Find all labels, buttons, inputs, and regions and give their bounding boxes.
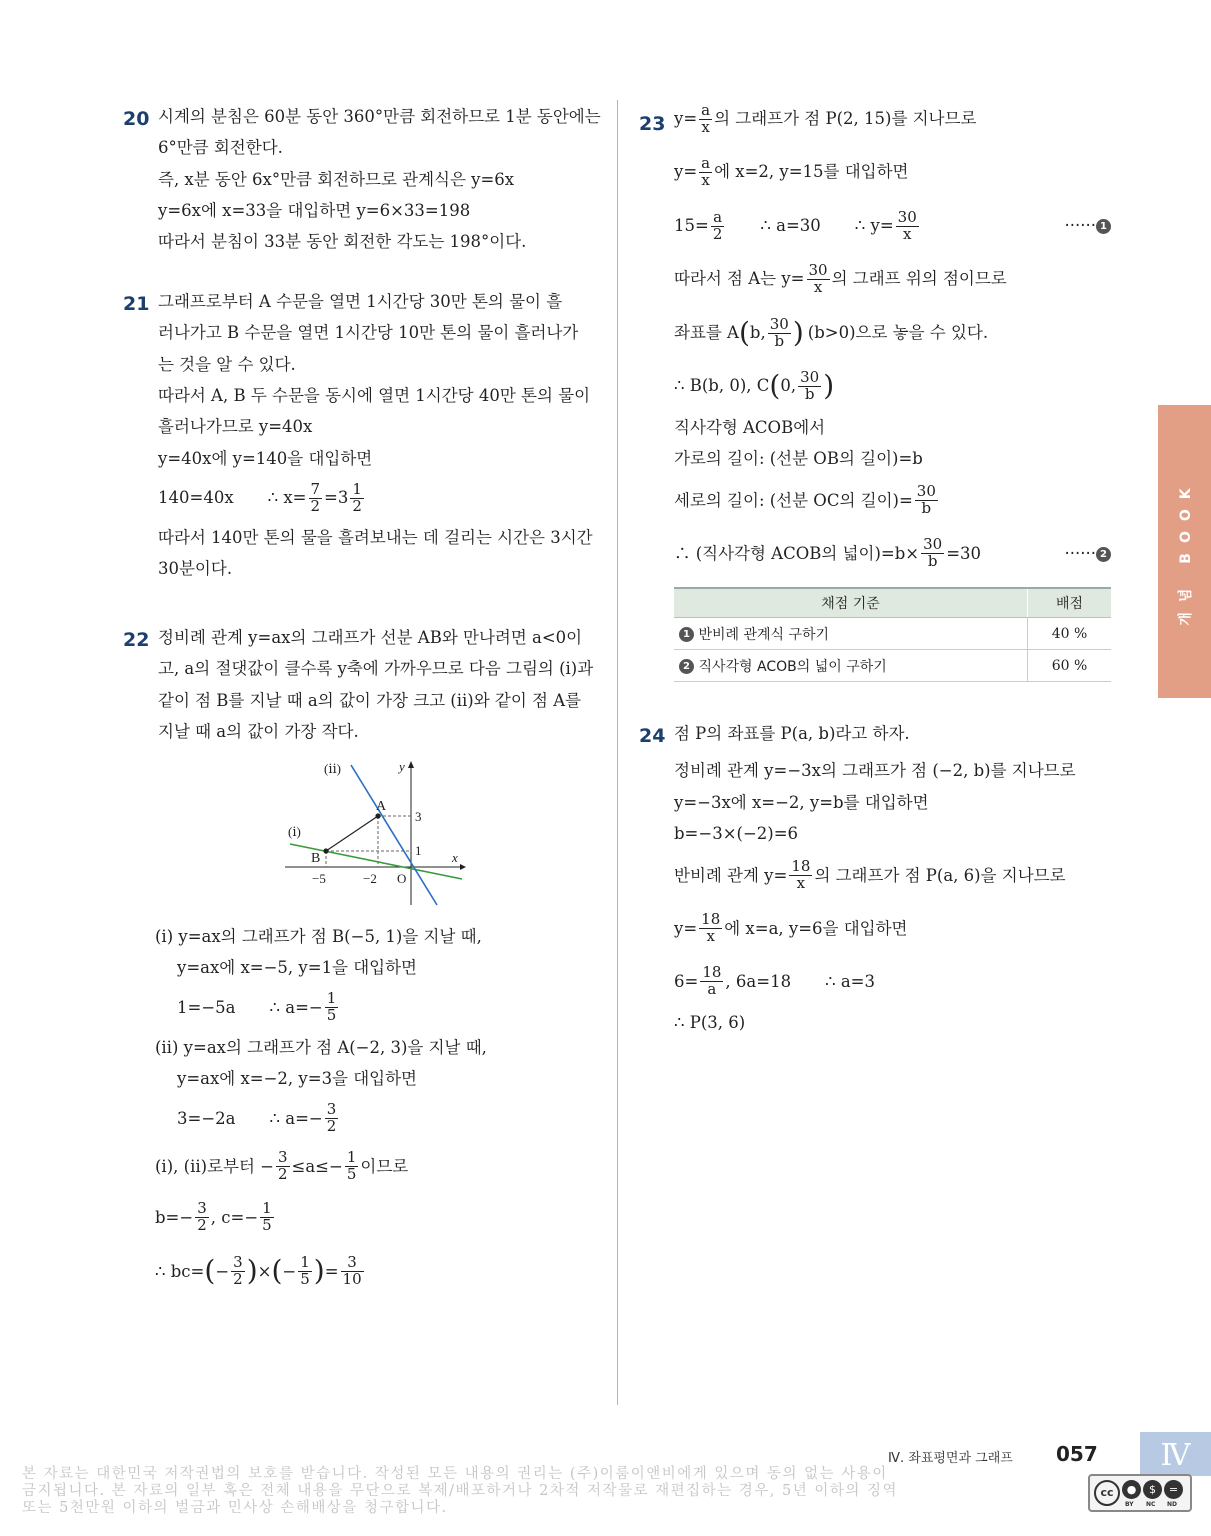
text: 따라서 점 A는 y= [674,269,805,289]
numerator: 3 [341,1255,364,1272]
case-2-sub: y=ax에 x=−2, y=3을 대입하면 [177,1069,418,1089]
line-7: 직사각형 ACOB에서 [674,418,826,437]
text: 반비례 관계 y= [674,865,788,885]
line-6 [674,901,1111,955]
case-1-sub: y=ax에 x=−5, y=1을 대입하면 [177,958,418,978]
denominator: 2 [277,1164,288,1183]
person-icon: ● [1122,1480,1141,1499]
text-line: 흘러나가므로 y=40x [158,417,313,437]
eq-left: 140=40x [158,488,234,508]
text-line: 같이 점 B를 지날 때 a의 값이 가장 크고 (ⅱ)와 같이 점 A를 [158,690,582,710]
text-line: 고, a의 절댓값이 클수록 y축에 가까우므로 다음 그림의 (ⅰ)과 [158,659,594,679]
line-5 [674,306,1111,360]
fraction [260,1201,274,1234]
denominator: b [927,552,938,571]
fraction [350,479,364,515]
points: 60 % [1028,650,1112,682]
fraction [699,153,712,189]
fraction [341,1255,364,1288]
fraction [921,537,944,570]
denominator: 2 [712,224,723,243]
numerator: a [701,100,711,119]
label-ii: (ⅱ) [324,761,341,776]
paren: ) [313,1254,325,1288]
equals-sign: = [324,1261,339,1281]
paren: ) [792,316,804,349]
text: 에 x=a, y=6을 대입하면 [724,918,908,938]
x-axis-arrow [460,864,466,870]
step-marker-1 [1065,210,1111,241]
text: 의 그래프 위의 점이므로 [831,269,1007,289]
paren: ( [204,1254,216,1288]
text: ∴ y= [854,216,894,236]
text-line: 즉, x분 동안 6x°만큼 회전하므로 관계식은 y=6x [158,169,515,189]
copyright-line: 금지됩니다. 본 자료의 일부 혹은 전체 내용을 무단으로 복제/배포하거나 2차적 저작물로 재편집하는 경우, 5년 이하의 징역 [22,1483,899,1499]
text: , 6a=18 [725,971,792,991]
text: 6= [674,971,699,991]
denominator: 5 [300,1269,310,1288]
denominator: 5 [346,1164,357,1183]
line-4 [674,252,1111,306]
line-9 [674,475,1111,527]
line-1 [674,94,1111,144]
text-line: 러나가고 B 수문을 열면 1시간당 10만 톤의 물이 흘러나가 [158,323,579,343]
fraction [231,1255,245,1288]
points: 40 % [1028,618,1112,650]
numerator: 1 [352,479,362,498]
y-axis-arrow [408,761,414,768]
numerator: 30 [923,535,943,554]
eq-left: 3=−2a [177,1108,236,1128]
side-tab-label: 개념 BOOK [1177,477,1194,626]
eq-left: 1=−5a [177,998,236,1018]
line-2: 정비례 관계 y=−3x의 그래프가 점 (−2, b)를 지나므로 [674,761,1076,781]
denominator: 2 [310,496,321,515]
point-b-label: B [311,851,321,866]
point-a [375,813,380,818]
line-5 [674,849,1111,901]
denominator: x [706,926,715,945]
problem-22 [123,622,598,747]
mark-1-icon: 1 [1096,219,1111,234]
text: y= [674,109,698,129]
text: (b>0)으로 놓을 수 있다. [807,323,989,343]
numerator: 1 [346,1148,357,1167]
denominator: 2 [352,496,362,515]
paren: ) [823,369,835,402]
paren: ( [769,369,781,402]
eq-right: ∴ a=− [269,1108,323,1128]
criterion: 반비례 관계식 구하기 [698,626,830,643]
equation-line [158,474,598,522]
line-4: b=−3×(−2)=6 [674,824,799,844]
problem-21 [123,286,598,585]
text-line: 정비례 관계 y=ax의 그래프가 선분 AB와 만나려면 a<0이 [158,628,583,647]
denominator: 2 [233,1269,243,1288]
fraction [699,100,712,136]
footer-section: Ⅳ. 좌표평면과 그래프 [888,1451,1013,1466]
label-i: (ⅰ) [288,824,301,839]
fraction [807,260,830,296]
problem-23 [639,94,1111,581]
neg-sign: − [215,1261,230,1281]
side-tab [1158,405,1211,698]
text: ∴ a=30 [760,216,821,236]
range-line [155,1142,595,1190]
table-row [674,650,1111,682]
final-pre: ∴ bc= [155,1261,205,1281]
by-label: BY [1125,1501,1134,1508]
problem-24 [639,718,1111,1039]
problem-20 [123,101,601,258]
bc-line [155,1190,595,1244]
text-line: y=40x에 y=140을 대입하면 [158,448,373,468]
numerator: 18 [791,857,811,876]
problem-number: 21 [123,293,150,315]
fraction [276,1150,290,1183]
text: 세로의 길이: (선분 OC의 길이)= [674,491,913,511]
numerator: a [711,210,725,227]
final-line [155,1244,595,1298]
text: 의 그래프가 점 P(2, 15)를 지나므로 [714,109,977,129]
line-8: ∴ P(3, 6) [674,1013,746,1033]
chapter-tab: Ⅳ [1140,1432,1211,1476]
text: =30 [946,544,982,564]
fraction [309,479,323,515]
cc-license-badge [1088,1474,1192,1512]
page-number: 057 [1056,1442,1098,1466]
fraction [195,1201,209,1234]
fraction [699,912,722,945]
denominator: b [804,384,815,403]
text: 0, [780,376,797,396]
numerator: 1 [262,1199,272,1218]
dots: ······ [1064,544,1096,564]
tick-y2: 1 [415,843,422,858]
nc-label: NC [1146,1501,1156,1508]
numerator: 3 [277,1148,288,1167]
text: b, [749,323,766,343]
y-label: y [399,759,405,774]
text-line: 는 것을 알 수 있다. [158,354,296,374]
case-1-title: (ⅰ) y=ax의 그래프가 점 B(−5, 1)을 지날 때, [155,927,482,946]
numerator: 18 [701,910,721,929]
fraction [700,965,723,998]
x-label: x [452,850,458,865]
text: ∴ (직사각형 ACOB의 넓이)=b× [674,544,920,564]
times-sign: × [257,1261,272,1281]
numerator: 7 [310,479,321,498]
header-criterion: 채점 기준 [674,588,1028,618]
denominator: x [701,170,710,189]
problem-number: 24 [639,725,666,747]
numerator: 3 [326,1100,337,1119]
mark-1-icon: 1 [679,627,694,642]
text: y= [674,162,698,182]
fraction [798,367,821,403]
numerator: 30 [808,260,828,279]
fraction [345,1150,359,1183]
case-1-equation [155,984,595,1032]
mixed-whole: =3 [324,488,349,508]
denominator: 5 [326,1006,337,1025]
fraction [325,1102,339,1135]
line-8: 가로의 길이: (선분 OB의 길이)=b [674,449,923,469]
fraction [896,207,919,243]
denominator: x [813,277,823,296]
b-label: b=− [155,1207,194,1227]
problem-22-solution [155,921,595,1298]
scoring-table [674,587,1111,682]
fraction [325,991,339,1024]
text: ∴ a=3 [825,971,875,991]
eq-right: ∴ x= [267,488,307,508]
problem-number: 23 [639,113,666,135]
numerator: 30 [800,367,820,386]
column-divider [617,100,618,1405]
fraction [768,314,791,350]
problem-number: 22 [123,629,150,651]
denominator: 10 [342,1269,362,1288]
origin-label: O [397,871,407,886]
line-1: 점 P의 좌표를 P(a, b)라고 하자. [674,724,910,743]
fraction [789,859,812,892]
denominator: x [701,117,710,136]
paren: ) [246,1254,258,1288]
text: 좌표를 A [674,323,739,343]
numerator: 1 [300,1253,310,1272]
paren: ( [738,316,750,349]
line-6 [674,360,1111,412]
tick-x1: −5 [312,871,326,886]
text-line: 지날 때 a의 값이 가장 작다. [158,722,359,742]
denominator: b [774,331,785,350]
denominator: 2 [326,1116,337,1135]
mark-2-icon: 2 [679,659,694,674]
eq-right: ∴ a=− [269,998,323,1018]
text-line: 그래프로부터 A 수문을 열면 1시간당 30만 톤의 물이 흘 [158,292,563,311]
text-line: y=6x에 x=33을 대입하면 y=6×33=198 [158,201,471,221]
line-3 [674,200,1111,252]
text: ∴ B(b, 0), C [674,376,770,396]
numerator: 1 [326,989,337,1008]
numerator: 30 [897,207,917,226]
text-line: 시계의 분침은 60분 동안 360°만큼 회전하므로 1분 동안에는 [158,107,601,126]
neg-sign: − [282,1261,297,1281]
paren: ( [271,1254,283,1288]
dots: ······ [1064,216,1096,236]
cc-icon: cc [1094,1480,1120,1506]
copyright-line: 본 자료는 대한민국 저작권법의 보호를 받습니다. 작성된 모든 내용의 권리는 (주)이룸이앤비에게 있으며 동의 없는 사용이 [22,1466,888,1482]
numerator: 3 [233,1253,243,1272]
range-mid: ≤a≤− [291,1156,343,1176]
fraction [711,207,725,243]
no-dollar-icon: $ [1143,1480,1162,1499]
case-2-equation [155,1094,595,1142]
text: y= [674,918,698,938]
point-b [323,848,328,853]
point-a-label: A [376,799,387,814]
coordinate-graph [280,755,470,910]
table-row [674,618,1111,650]
tick-y1: 3 [415,809,422,824]
denominator: x [796,873,806,892]
numerator: a [701,153,711,172]
text-line: 따라서 A, B 두 수문을 동시에 열면 1시간당 40만 톤의 물이 [158,386,591,406]
copyright-notice [22,1466,1052,1517]
line-3: y=−3x에 x=−2, y=b를 대입하면 [674,792,929,812]
text-line: 따라서 분침이 33분 동안 회전한 각도는 198°이다. [158,232,527,252]
denominator: 2 [197,1215,207,1234]
denominator: x [902,224,912,243]
text: 의 그래프가 점 P(a, 6)을 지나므로 [814,865,1066,885]
line-2 [674,144,1111,200]
text-line: 따라서 140만 톤의 물을 흘려보내는 데 걸리는 시간은 3시간 [158,528,593,548]
criterion: 직사각형 ACOB의 넓이 구하기 [698,658,887,675]
mark-2-icon: 2 [1096,547,1111,562]
numerator: 30 [916,482,936,501]
c-label: , c=− [210,1207,259,1227]
case-2-title: (ⅱ) y=ax의 그래프가 점 A(−2, 3)을 지날 때, [155,1037,487,1057]
tick-x2: −2 [363,871,377,886]
header-points: 배점 [1028,588,1112,618]
fraction [915,484,938,517]
fraction [298,1255,312,1288]
text-line: 30분이다. [158,559,233,579]
denominator: a [707,979,717,998]
text: 에 x=2, y=15를 대입하면 [714,162,909,182]
denominator: b [921,499,932,518]
nd-label: ND [1167,1501,1178,1508]
copyright-line: 또는 5천만원 이하의 벌금과 민사상 손해배상을 청구합니다. [22,1500,448,1516]
numerator: 30 [769,314,789,333]
numerator: 18 [702,963,722,982]
step-marker-2 [1065,538,1111,569]
segment-ab [326,816,378,851]
numerator: 3 [197,1199,207,1218]
line-10 [674,527,1111,581]
text: 15= [674,216,709,236]
text-line: 6°만큼 회전한다. [158,138,283,158]
denominator: 5 [262,1215,272,1234]
line-7 [674,955,1111,1007]
problem-number: 20 [123,108,150,130]
range-post: 이므로 [360,1156,409,1176]
equals-icon: = [1164,1480,1183,1499]
range-pre: (ⅰ), (ⅱ)로부터 − [155,1156,274,1176]
